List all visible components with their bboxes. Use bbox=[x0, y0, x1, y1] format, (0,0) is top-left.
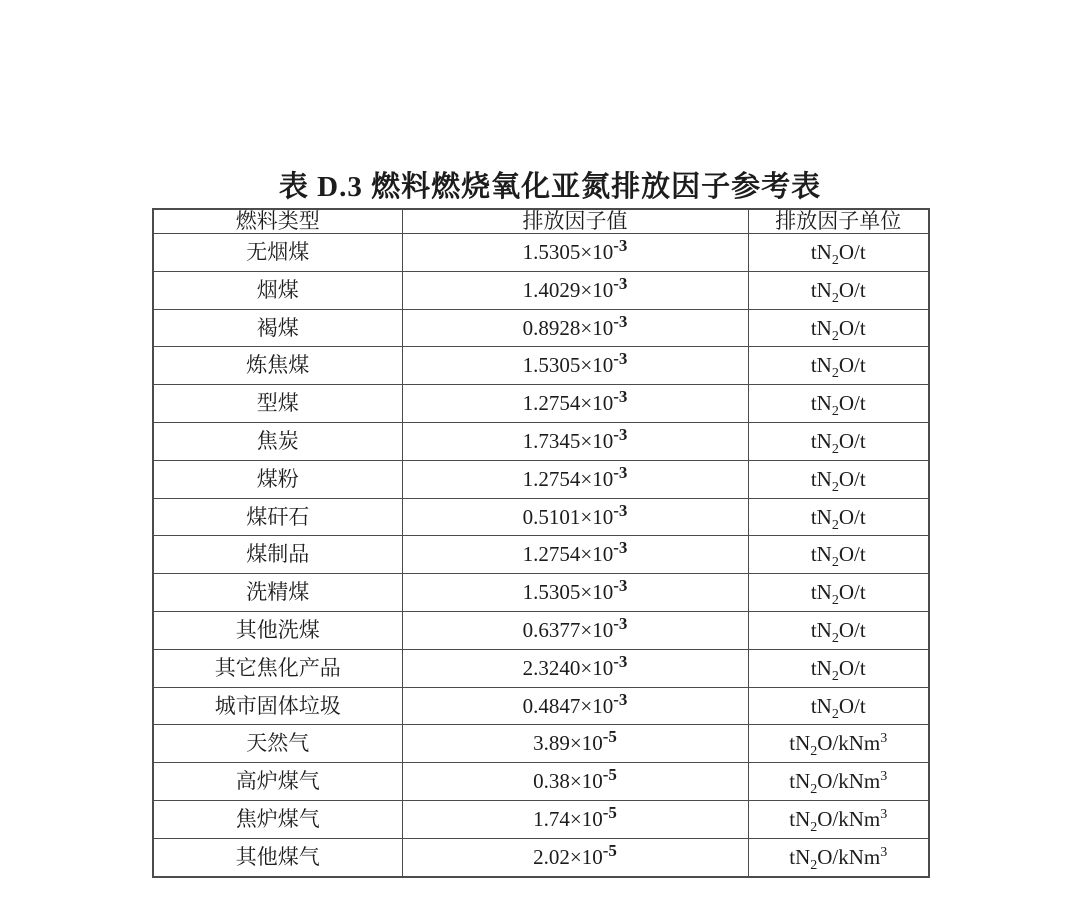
value-mantissa: 2.3240 bbox=[522, 655, 581, 680]
factor-value-cell bbox=[402, 234, 748, 272]
table-row bbox=[153, 271, 929, 309]
unit-superscript: 3 bbox=[880, 844, 888, 860]
unit-prefix: tN bbox=[810, 617, 832, 642]
value-mantissa: 1.5305 bbox=[522, 239, 581, 264]
unit-prefix: tN bbox=[810, 428, 832, 453]
value-exponent: -3 bbox=[613, 576, 628, 596]
factor-unit-cell bbox=[748, 763, 929, 801]
fuel-type-cell: 烟煤 bbox=[153, 271, 402, 309]
value-mantissa: 1.2754 bbox=[522, 391, 581, 416]
factor-unit-cell bbox=[748, 725, 929, 763]
factor-unit-cell bbox=[748, 536, 929, 574]
factor-value-cell bbox=[402, 574, 748, 612]
unit-middle: O/t bbox=[838, 466, 866, 491]
value-exponent: -5 bbox=[602, 765, 617, 785]
page-title: 表 D.3 燃料燃烧氧化亚氮排放因子参考表 bbox=[278, 171, 822, 203]
value-times-base: ×10 bbox=[569, 844, 603, 869]
unit-subscript: 2 bbox=[831, 706, 839, 722]
value-times-base: ×10 bbox=[580, 504, 614, 529]
unit-prefix: tN bbox=[810, 239, 832, 264]
fuel-type-cell: 其他煤气 bbox=[153, 838, 402, 877]
table-row bbox=[153, 498, 929, 536]
fuel-type-cell: 无烟煤 bbox=[153, 234, 402, 272]
header-factor-unit: 排放因子单位 bbox=[748, 209, 929, 234]
unit-middle: O/t bbox=[838, 504, 866, 529]
unit-middle: O/t bbox=[838, 277, 866, 302]
unit-subscript: 2 bbox=[831, 366, 839, 382]
factor-value-cell bbox=[402, 725, 748, 763]
unit-middle: O/t bbox=[838, 655, 866, 680]
factor-unit-cell bbox=[748, 574, 929, 612]
value-times-base: ×10 bbox=[580, 391, 614, 416]
unit-prefix: tN bbox=[810, 655, 832, 680]
value-times-base: ×10 bbox=[580, 277, 614, 302]
table-row bbox=[153, 385, 929, 423]
table-row bbox=[153, 460, 929, 498]
factor-value-cell bbox=[402, 423, 748, 461]
unit-subscript: 2 bbox=[831, 668, 839, 684]
unit-middle: O/kNm bbox=[817, 731, 881, 756]
unit-subscript: 2 bbox=[831, 479, 839, 495]
header-factor-value: 排放因子值 bbox=[402, 209, 748, 234]
unit-superscript: 3 bbox=[880, 769, 888, 785]
value-times-base: ×10 bbox=[580, 617, 614, 642]
unit-middle: O/t bbox=[838, 428, 866, 453]
value-mantissa: 1.5305 bbox=[522, 353, 581, 378]
unit-subscript: 2 bbox=[831, 517, 839, 533]
table-row bbox=[153, 423, 929, 461]
value-mantissa: 0.4847 bbox=[522, 693, 581, 718]
value-times-base: ×10 bbox=[580, 693, 614, 718]
unit-middle: O/t bbox=[838, 580, 866, 605]
value-exponent: -3 bbox=[613, 500, 628, 520]
factor-value-cell bbox=[402, 460, 748, 498]
factor-value-cell bbox=[402, 536, 748, 574]
fuel-type-cell: 焦炉煤气 bbox=[153, 801, 402, 839]
unit-prefix: tN bbox=[810, 391, 832, 416]
value-exponent: -3 bbox=[613, 613, 628, 633]
table-row bbox=[153, 838, 929, 877]
value-times-base: ×10 bbox=[580, 580, 614, 605]
factor-value-cell bbox=[402, 763, 748, 801]
emission-factors-table bbox=[152, 208, 930, 878]
unit-prefix: tN bbox=[810, 693, 832, 718]
fuel-type-cell: 炼焦煤 bbox=[153, 347, 402, 385]
factor-value-cell bbox=[402, 385, 748, 423]
factor-value-cell bbox=[402, 838, 748, 877]
fuel-type-cell: 洗精煤 bbox=[153, 574, 402, 612]
fuel-type-cell: 其他洗煤 bbox=[153, 612, 402, 650]
unit-subscript: 2 bbox=[831, 593, 839, 609]
value-mantissa: 1.2754 bbox=[522, 466, 581, 491]
unit-subscript: 2 bbox=[831, 253, 839, 269]
fuel-type-cell: 城市固体垃圾 bbox=[153, 687, 402, 725]
factor-value-cell bbox=[402, 687, 748, 725]
factor-unit-cell bbox=[748, 309, 929, 347]
unit-middle: O/kNm bbox=[817, 769, 881, 794]
unit-prefix: tN bbox=[810, 315, 832, 340]
fuel-type-cell: 煤制品 bbox=[153, 536, 402, 574]
factor-unit-cell bbox=[748, 385, 929, 423]
factor-unit-cell bbox=[748, 649, 929, 687]
unit-subscript: 2 bbox=[810, 820, 818, 836]
unit-subscript: 2 bbox=[810, 744, 818, 760]
value-mantissa: 0.8928 bbox=[522, 315, 581, 340]
unit-subscript: 2 bbox=[831, 442, 839, 458]
factor-unit-cell bbox=[748, 612, 929, 650]
unit-middle: O/kNm bbox=[817, 806, 881, 831]
value-times-base: ×10 bbox=[580, 428, 614, 453]
unit-subscript: 2 bbox=[810, 858, 818, 874]
table-row bbox=[153, 536, 929, 574]
unit-subscript: 2 bbox=[831, 328, 839, 344]
factor-unit-cell bbox=[748, 801, 929, 839]
factor-unit-cell bbox=[748, 423, 929, 461]
factor-value-cell bbox=[402, 271, 748, 309]
unit-middle: O/t bbox=[838, 353, 866, 378]
value-exponent: -3 bbox=[613, 538, 628, 558]
unit-superscript: 3 bbox=[880, 806, 888, 822]
value-mantissa: 1.4029 bbox=[522, 277, 581, 302]
value-mantissa: 1.2754 bbox=[522, 542, 581, 567]
fuel-type-cell: 型煤 bbox=[153, 385, 402, 423]
value-times-base: ×10 bbox=[569, 769, 603, 794]
value-times-base: ×10 bbox=[580, 655, 614, 680]
value-mantissa: 0.6377 bbox=[522, 617, 581, 642]
table-row bbox=[153, 801, 929, 839]
value-times-base: ×10 bbox=[580, 542, 614, 567]
value-times-base: ×10 bbox=[580, 315, 614, 340]
table-row bbox=[153, 309, 929, 347]
factor-unit-cell bbox=[748, 838, 929, 877]
factor-value-cell bbox=[402, 649, 748, 687]
unit-prefix: tN bbox=[810, 353, 832, 378]
unit-middle: O/t bbox=[838, 239, 866, 264]
table-row bbox=[153, 763, 929, 801]
unit-middle: O/t bbox=[838, 391, 866, 416]
unit-prefix: tN bbox=[810, 504, 832, 529]
factor-unit-cell bbox=[748, 271, 929, 309]
value-mantissa: 1.5305 bbox=[522, 580, 581, 605]
value-exponent: -3 bbox=[613, 424, 628, 444]
unit-subscript: 2 bbox=[831, 631, 839, 647]
unit-prefix: tN bbox=[810, 466, 832, 491]
factor-value-cell bbox=[402, 309, 748, 347]
value-mantissa: 3.89 bbox=[533, 731, 570, 756]
unit-prefix: tN bbox=[789, 731, 811, 756]
value-times-base: ×10 bbox=[580, 353, 614, 378]
unit-prefix: tN bbox=[810, 542, 832, 567]
factor-value-cell bbox=[402, 801, 748, 839]
value-mantissa: 1.74 bbox=[533, 806, 570, 831]
fuel-type-cell: 煤粉 bbox=[153, 460, 402, 498]
fuel-type-cell: 褐煤 bbox=[153, 309, 402, 347]
fuel-type-cell: 煤矸石 bbox=[153, 498, 402, 536]
unit-subscript: 2 bbox=[810, 782, 818, 798]
unit-subscript: 2 bbox=[831, 290, 839, 306]
table-row bbox=[153, 612, 929, 650]
table-row bbox=[153, 574, 929, 612]
value-times-base: ×10 bbox=[580, 239, 614, 264]
value-exponent: -3 bbox=[613, 689, 628, 709]
factor-unit-cell bbox=[748, 347, 929, 385]
value-exponent: -5 bbox=[602, 840, 617, 860]
unit-middle: O/t bbox=[838, 693, 866, 718]
value-exponent: -3 bbox=[613, 387, 628, 407]
value-mantissa: 0.38 bbox=[533, 769, 570, 794]
fuel-type-cell: 天然气 bbox=[153, 725, 402, 763]
value-times-base: ×10 bbox=[580, 466, 614, 491]
value-exponent: -3 bbox=[613, 235, 628, 255]
value-mantissa: 0.5101 bbox=[522, 504, 581, 529]
value-exponent: -3 bbox=[613, 651, 628, 671]
unit-middle: O/kNm bbox=[817, 844, 881, 869]
table-row bbox=[153, 725, 929, 763]
factor-unit-cell bbox=[748, 460, 929, 498]
table-body bbox=[153, 234, 929, 877]
value-times-base: ×10 bbox=[569, 806, 603, 831]
unit-middle: O/t bbox=[838, 617, 866, 642]
unit-prefix: tN bbox=[789, 769, 811, 794]
unit-middle: O/t bbox=[838, 542, 866, 567]
table-row bbox=[153, 347, 929, 385]
factor-unit-cell bbox=[748, 498, 929, 536]
unit-subscript: 2 bbox=[831, 404, 839, 420]
unit-subscript: 2 bbox=[831, 555, 839, 571]
value-mantissa: 2.02 bbox=[533, 844, 570, 869]
unit-middle: O/t bbox=[838, 315, 866, 340]
unit-prefix: tN bbox=[789, 844, 811, 869]
unit-prefix: tN bbox=[810, 277, 832, 302]
value-exponent: -3 bbox=[613, 311, 628, 331]
table-row bbox=[153, 649, 929, 687]
factor-unit-cell bbox=[748, 687, 929, 725]
fuel-type-cell: 焦炭 bbox=[153, 423, 402, 461]
table-row bbox=[153, 234, 929, 272]
value-mantissa: 1.7345 bbox=[522, 428, 581, 453]
value-exponent: -5 bbox=[602, 727, 617, 747]
fuel-type-cell: 其它焦化产品 bbox=[153, 649, 402, 687]
fuel-type-cell: 高炉煤气 bbox=[153, 763, 402, 801]
factor-value-cell bbox=[402, 612, 748, 650]
factor-value-cell bbox=[402, 347, 748, 385]
value-exponent: -3 bbox=[613, 349, 628, 369]
table-row bbox=[153, 687, 929, 725]
unit-prefix: tN bbox=[789, 806, 811, 831]
value-exponent: -3 bbox=[613, 462, 628, 482]
value-exponent: -5 bbox=[602, 802, 617, 822]
factor-value-cell bbox=[402, 498, 748, 536]
unit-superscript: 3 bbox=[880, 731, 888, 747]
factor-unit-cell bbox=[748, 234, 929, 272]
header-fuel-type: 燃料类型 bbox=[153, 209, 402, 234]
value-times-base: ×10 bbox=[569, 731, 603, 756]
header-row bbox=[153, 209, 929, 234]
value-exponent: -3 bbox=[613, 273, 628, 293]
unit-prefix: tN bbox=[810, 580, 832, 605]
